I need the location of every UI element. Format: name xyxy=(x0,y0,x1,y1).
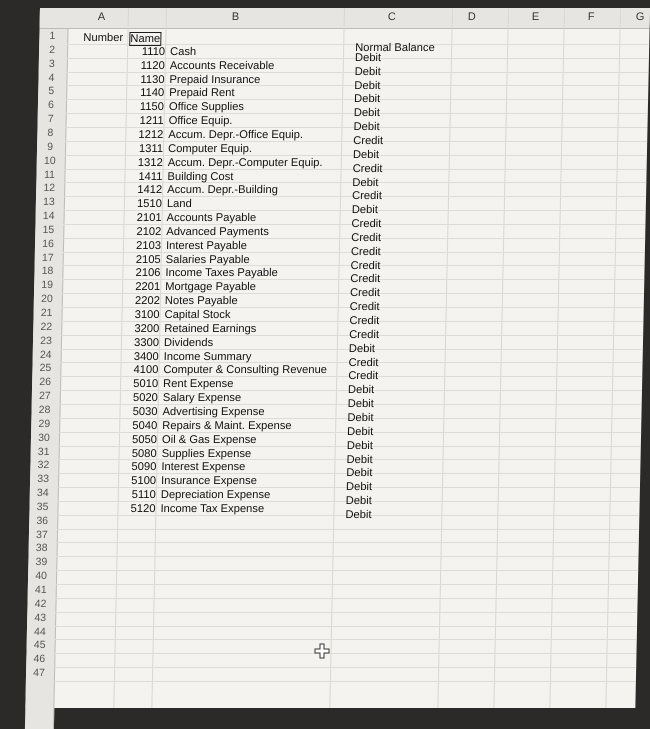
cell-name[interactable]: Insurance Expense xyxy=(160,475,257,488)
row-header-23[interactable]: 23 xyxy=(40,334,53,347)
row-header-15[interactable]: 15 xyxy=(42,223,55,236)
row-gridline xyxy=(55,612,637,613)
cell-balance[interactable]: Debit xyxy=(346,453,373,466)
row-header-35[interactable]: 35 xyxy=(36,500,49,513)
cell-balance[interactable]: Debit xyxy=(347,398,374,411)
cell-balance[interactable]: Credit xyxy=(352,162,383,175)
spreadsheet[interactable] xyxy=(25,8,650,708)
row-header-12[interactable]: 12 xyxy=(43,182,56,195)
cell-balance[interactable]: Credit xyxy=(351,231,382,244)
row-header-24[interactable]: 24 xyxy=(39,348,52,361)
cell-name[interactable]: Salary Expense xyxy=(162,392,242,405)
cell-balance[interactable]: Credit xyxy=(350,259,381,272)
row-gridline xyxy=(55,626,637,627)
column-header-B[interactable]: B xyxy=(231,11,240,23)
cell-name[interactable]: Prepaid Rent xyxy=(169,87,235,100)
row-header-5[interactable]: 5 xyxy=(48,85,55,98)
row-gridline xyxy=(57,529,639,530)
cell-number[interactable]: 3100 xyxy=(134,309,160,321)
cell-number[interactable]: 5080 xyxy=(131,447,157,460)
cell-number[interactable]: 1150 xyxy=(139,101,165,114)
row-header-3[interactable]: 3 xyxy=(48,57,55,70)
row-header-21[interactable]: 21 xyxy=(40,307,53,319)
column-header-G[interactable]: G xyxy=(635,11,645,23)
header-name[interactable]: Name xyxy=(130,33,161,45)
row-header-31[interactable]: 31 xyxy=(37,445,50,458)
cell-number[interactable]: 5050 xyxy=(131,433,158,446)
cell-number[interactable]: 4100 xyxy=(133,364,159,377)
cell-number[interactable]: 2102 xyxy=(136,225,162,238)
cell-name[interactable]: Oil & Gas Expense xyxy=(161,433,257,446)
cell-balance[interactable]: Debit xyxy=(353,107,381,120)
cell-number[interactable]: 1120 xyxy=(140,59,165,72)
row-header-10[interactable]: 10 xyxy=(43,154,56,167)
cell-number[interactable]: 5040 xyxy=(132,419,158,432)
cell-name[interactable]: Accounts Payable xyxy=(166,212,257,225)
cell-balance[interactable]: Debit xyxy=(347,384,375,397)
cell-name[interactable]: Rent Expense xyxy=(162,378,234,391)
cell-name[interactable]: Office Supplies xyxy=(168,101,245,114)
cell-number[interactable]: 5030 xyxy=(132,405,158,418)
row-header-8[interactable]: 8 xyxy=(47,126,54,139)
row-header-43[interactable]: 43 xyxy=(34,611,47,624)
row-gridline xyxy=(56,570,638,571)
cell-number[interactable]: 1211 xyxy=(139,115,164,128)
cell-balance[interactable]: Credit xyxy=(351,218,382,231)
row-header-4[interactable]: 4 xyxy=(48,71,55,84)
cell-number[interactable]: 5110 xyxy=(131,489,156,502)
cell-number[interactable]: 1140 xyxy=(140,87,165,100)
row-header-38[interactable]: 38 xyxy=(35,542,48,555)
cell-number[interactable]: 2106 xyxy=(135,267,161,280)
row-gridline xyxy=(54,667,636,668)
row-header-29[interactable]: 29 xyxy=(38,417,51,430)
cell-number[interactable]: 3200 xyxy=(134,322,160,335)
cell-number[interactable]: 1212 xyxy=(138,128,164,141)
cell-name[interactable]: Accum. Depr.-Office Equip. xyxy=(168,128,304,141)
row-header-22[interactable]: 22 xyxy=(40,320,53,333)
row-header-13[interactable]: 13 xyxy=(42,196,55,209)
row-header-11[interactable]: 11 xyxy=(43,168,56,181)
row-header-36[interactable]: 36 xyxy=(36,514,49,527)
row-header-19[interactable]: 19 xyxy=(41,279,54,292)
cell-balance[interactable]: Debit xyxy=(348,342,376,355)
row-gridline xyxy=(57,542,639,543)
cell-name[interactable]: Depreciation Expense xyxy=(160,489,271,502)
row-header-37[interactable]: 37 xyxy=(36,528,48,541)
cell-balance[interactable]: Debit xyxy=(351,204,379,217)
row-header-46[interactable]: 46 xyxy=(33,653,46,666)
column-header-D[interactable]: D xyxy=(467,11,476,23)
row-header-14[interactable]: 14 xyxy=(42,210,55,223)
column-header-E[interactable]: E xyxy=(531,11,540,23)
row-header-18[interactable]: 18 xyxy=(41,265,54,278)
cell-number[interactable]: 1312 xyxy=(137,156,163,169)
cell-name[interactable]: Income Taxes Payable xyxy=(165,267,278,280)
cell-number[interactable]: 1311 xyxy=(138,142,164,155)
cell-number[interactable]: 1110 xyxy=(141,45,166,58)
cell-number[interactable]: 3300 xyxy=(133,336,160,349)
cell-balance[interactable]: Credit xyxy=(348,370,379,383)
cell-name[interactable]: Interest Payable xyxy=(165,239,248,252)
row-header-17[interactable]: 17 xyxy=(41,251,54,264)
row-header-41[interactable]: 41 xyxy=(34,584,47,596)
cell-name[interactable]: Salaries Payable xyxy=(165,253,250,266)
row-header-bar xyxy=(25,29,69,729)
row-header-40[interactable]: 40 xyxy=(35,570,48,583)
row-header-28[interactable]: 28 xyxy=(38,403,51,416)
cell-balance[interactable]: Debit xyxy=(352,176,379,189)
header-balance[interactable]: Normal Balance xyxy=(355,42,435,54)
row-gridline xyxy=(55,639,637,640)
cell-name[interactable]: Land xyxy=(166,198,192,211)
cell-balance[interactable]: Debit xyxy=(345,495,372,508)
row-header-16[interactable]: 16 xyxy=(42,237,55,250)
cell-number[interactable]: 2103 xyxy=(136,239,162,252)
crosshair-cursor-icon xyxy=(314,643,330,659)
cell-name[interactable]: Retained Earnings xyxy=(164,322,257,335)
row-gridline xyxy=(54,681,636,682)
cell-name[interactable]: Notes Payable xyxy=(164,295,238,308)
column-header-A[interactable]: A xyxy=(97,11,106,23)
cell-number[interactable]: 2101 xyxy=(136,212,162,225)
cell-balance[interactable]: Debit xyxy=(354,79,381,92)
row-header-27[interactable]: 27 xyxy=(38,390,51,403)
row-header-25[interactable]: 25 xyxy=(39,362,52,375)
cell-balance[interactable]: Credit xyxy=(350,273,381,286)
cell-name[interactable]: Repairs & Maint. Expense xyxy=(162,419,292,432)
cell-number[interactable]: 5090 xyxy=(131,461,157,474)
row-header-34[interactable]: 34 xyxy=(36,487,49,500)
cell-name[interactable]: Advertising Expense xyxy=(162,405,265,418)
cell-balance[interactable]: Credit xyxy=(349,328,380,341)
cell-balance[interactable]: Debit xyxy=(353,121,380,134)
cell-name[interactable]: Computer & Consulting Revenue xyxy=(163,364,328,377)
cell-name[interactable]: Dividends xyxy=(163,336,214,349)
cell-balance[interactable]: Debit xyxy=(347,411,374,424)
cell-number[interactable]: 5120 xyxy=(130,502,156,515)
cell-balance[interactable]: Debit xyxy=(345,508,372,521)
cell-number[interactable]: 1411 xyxy=(138,170,163,183)
cell-name[interactable]: Building Cost xyxy=(167,170,234,183)
cell-balance[interactable]: Debit xyxy=(345,481,373,494)
row-header-9[interactable]: 9 xyxy=(47,140,54,153)
cell-balance[interactable]: Credit xyxy=(349,287,380,300)
cell-number[interactable]: 2202 xyxy=(134,295,160,308)
cell-balance[interactable]: Credit xyxy=(351,190,383,203)
cell-name[interactable]: Capital Stock xyxy=(164,309,231,321)
cell-name[interactable]: Accounts Receivable xyxy=(169,59,275,72)
cell-name[interactable]: Cash xyxy=(169,45,197,58)
cell-balance[interactable]: Debit xyxy=(346,467,373,480)
cell-balance[interactable]: Debit xyxy=(352,148,380,161)
row-header-26[interactable]: 26 xyxy=(39,376,52,389)
cell-number[interactable]: 5020 xyxy=(132,392,158,405)
row-header-42[interactable]: 42 xyxy=(34,597,47,610)
cell-balance[interactable]: Credit xyxy=(350,245,381,258)
cell-balance[interactable]: Debit xyxy=(354,51,382,64)
row-header-1[interactable]: 1 xyxy=(49,30,56,42)
row-header-2[interactable]: 2 xyxy=(49,43,56,56)
row-gridline xyxy=(56,584,638,585)
cell-name[interactable]: Office Equip. xyxy=(168,115,233,128)
row-header-33[interactable]: 33 xyxy=(37,473,50,486)
cell-balance[interactable]: Credit xyxy=(353,134,384,147)
cell-balance[interactable]: Debit xyxy=(354,65,381,78)
header-number[interactable]: Number xyxy=(83,32,124,44)
column-header-F[interactable]: F xyxy=(587,11,595,23)
cell-name[interactable]: Computer Equip. xyxy=(167,142,253,155)
cell-balance[interactable]: Credit xyxy=(349,301,380,314)
cell-number[interactable]: 5010 xyxy=(133,378,159,391)
row-header-44[interactable]: 44 xyxy=(33,625,46,638)
cell-number[interactable]: 2201 xyxy=(135,281,161,294)
row-header-45[interactable]: 45 xyxy=(33,639,46,652)
cell-name[interactable]: Interest Expense xyxy=(161,461,246,474)
cell-number[interactable]: 1510 xyxy=(136,198,163,211)
cell-balance[interactable]: Credit xyxy=(348,356,379,369)
cell-number[interactable]: 2105 xyxy=(135,253,161,266)
cell-name[interactable]: Prepaid Insurance xyxy=(169,73,261,86)
row-gridline xyxy=(56,556,638,557)
cell-name[interactable]: Advanced Payments xyxy=(166,225,270,238)
cell-number[interactable]: 3400 xyxy=(133,350,159,363)
cell-name[interactable]: Income Summary xyxy=(163,350,252,363)
cell-name[interactable]: Accum. Depr.-Building xyxy=(167,184,278,197)
row-header-7[interactable]: 7 xyxy=(47,113,54,126)
cell-name[interactable]: Income Tax Expense xyxy=(160,502,265,515)
cell-balance[interactable]: Debit xyxy=(346,425,374,438)
row-header-32[interactable]: 32 xyxy=(37,459,50,472)
row-header-6[interactable]: 6 xyxy=(47,99,55,112)
row-header-30[interactable]: 30 xyxy=(38,431,50,444)
cell-balance[interactable]: Debit xyxy=(353,93,381,106)
cell-number[interactable]: 1412 xyxy=(137,184,163,197)
cell-name[interactable]: Accum. Depr.-Computer Equip. xyxy=(167,156,323,169)
cell-balance[interactable]: Credit xyxy=(349,315,380,327)
cell-balance[interactable]: Debit xyxy=(346,439,374,452)
cell-name[interactable]: Supplies Expense xyxy=(161,447,252,460)
row-header-47[interactable]: 47 xyxy=(33,667,46,680)
row-header-20[interactable]: 20 xyxy=(40,293,53,306)
column-header-C[interactable]: C xyxy=(387,11,396,23)
row-gridline xyxy=(54,653,636,654)
cell-name[interactable]: Mortgage Payable xyxy=(165,281,257,294)
cell-number[interactable]: 1130 xyxy=(140,73,165,86)
row-header-39[interactable]: 39 xyxy=(35,556,48,569)
cell-number[interactable]: 5100 xyxy=(131,475,157,488)
row-gridline xyxy=(56,598,638,599)
